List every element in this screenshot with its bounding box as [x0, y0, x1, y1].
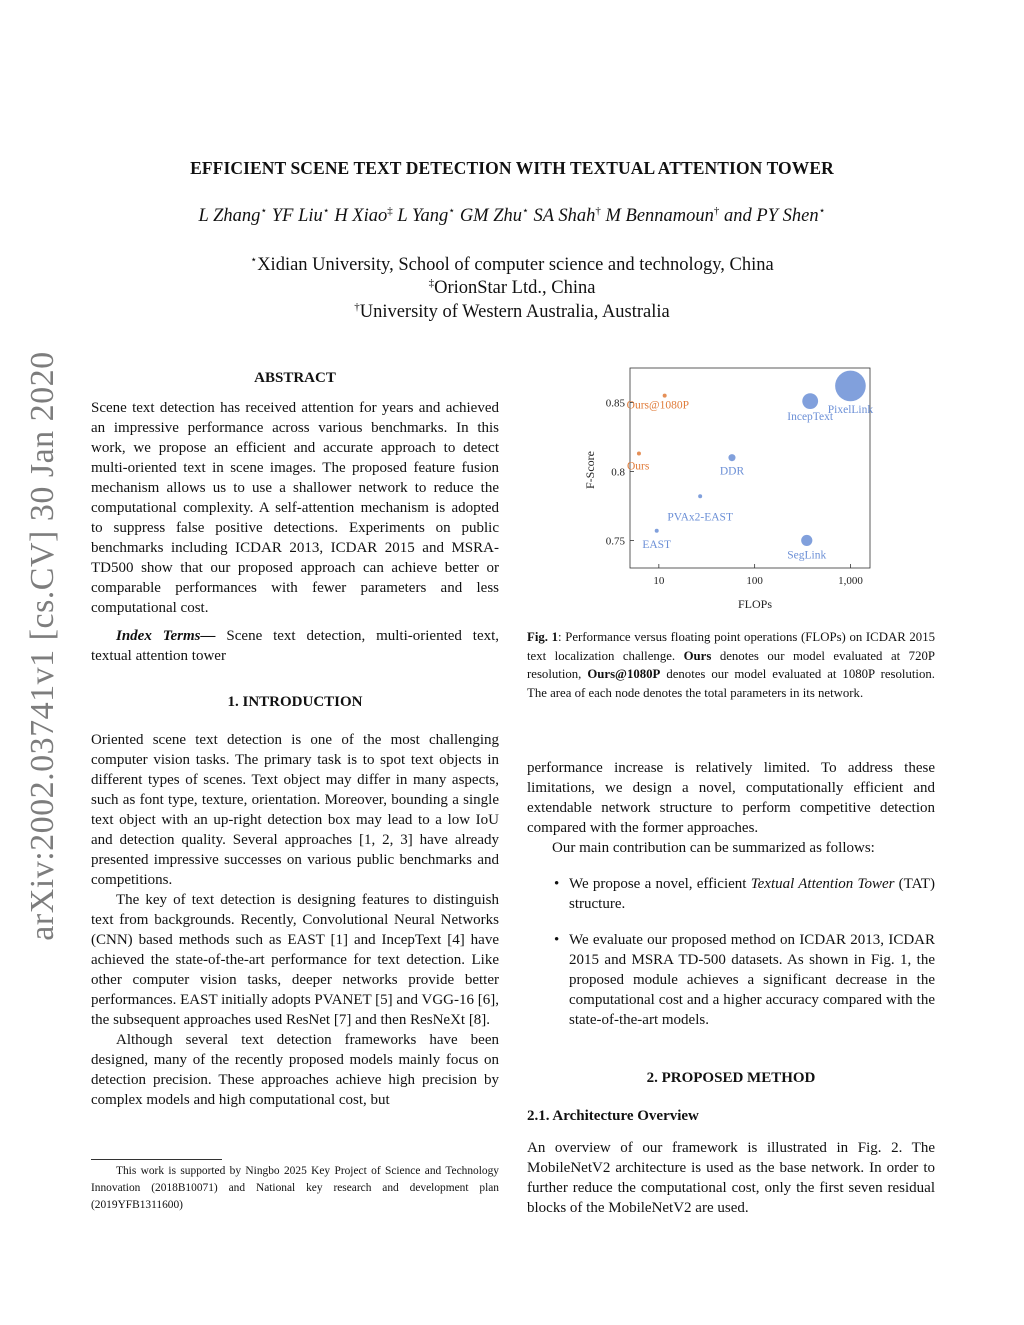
point-ours-1080p	[663, 394, 667, 398]
author-mark: †	[595, 204, 601, 217]
index-terms-label: Index Terms—	[116, 628, 216, 644]
y-axis-label: F-Score	[583, 451, 597, 489]
label-inceptext: IncepText	[787, 411, 834, 424]
author: H Xiao	[334, 206, 388, 226]
x-axis-label: FLOPs	[737, 597, 773, 611]
author-mark: ⋆	[322, 204, 330, 217]
author: M Bennamoun	[605, 206, 714, 226]
caption-part: denotes our model evaluated at 720P resolution,	[527, 648, 935, 681]
intro-paragraph: Although several text detection frameworks have been designed, many of the recently proposed models mainly focus on detection precision. These approaches achieve high precision by complex models and high computational cost, but	[91, 1032, 499, 1108]
point-inceptext	[802, 393, 818, 409]
arxiv-identifier: arXiv:2002.03741v1 [cs.CV] 30 Jan 2020	[24, 351, 61, 941]
contribution-list	[527, 874, 935, 1030]
label-ours-1080p: Ours@1080P	[626, 399, 690, 412]
author: GM Zhu	[459, 206, 522, 226]
affiliation-mark: ‡	[428, 276, 435, 289]
method-heading: 2. PROPOSED METHOD	[646, 1070, 816, 1086]
body-paragraph: performance increase is relatively limited. To address these limitations, we design a novel, computationally efficient and extendable network structure to perform competitive detection compared with the former approaches.	[527, 760, 935, 836]
intro-paragraph: The key of text detection is designing features to distinguish text from backgrounds. Recently, Convolutional Neural Networks (CNN) based methods such as EAST [1] and IncepText [4] have achieved the state-of-the-art performance for text detection. Like other computer vision tasks, deeper networks provide better performances. EAST initially adopts PVANET [5] and VGG-16 [6], the subsequent approaches used ResNet [7] and then ResNeXt [8].	[91, 892, 499, 1028]
author: L Yang	[397, 206, 449, 226]
y-tick-label: 0.8	[611, 466, 625, 479]
footnote: This work is supported by Ningbo 2025 Key Project of Science and Technology Innovation (2018B10071) and National key research and development plan (2019YFB1311600)	[91, 1165, 499, 1211]
label-seglink: SegLink	[787, 549, 827, 562]
left-column	[91, 368, 499, 1110]
x-tick-label: 10	[653, 575, 665, 587]
y-tick-label: 0.75	[605, 535, 625, 548]
author-mark: ‡	[387, 204, 393, 217]
author: L Zhang	[198, 206, 261, 226]
label-east: EAST	[642, 538, 672, 551]
label-ours: Ours	[626, 460, 650, 473]
subsection-heading: 2.1. Architecture Overview	[527, 1108, 699, 1124]
label-pvax2-east: PVAx2-EAST	[667, 511, 733, 524]
affiliation-mark: †	[354, 300, 360, 313]
contribution-text: We propose a novel, efficient	[569, 876, 751, 892]
x-tick-label: 100	[746, 575, 763, 587]
affiliation-text: OrionStar Ltd., China	[434, 278, 596, 298]
author: YF Liu	[271, 206, 323, 226]
point-seglink	[801, 535, 812, 546]
author-mark: ⋆	[448, 204, 456, 217]
affiliation-text: University of Western Australia, Australia	[359, 302, 670, 322]
abstract-text: Scene text detection has received attention for years and achieved an impressive performance across various benchmarks. In this work, we propose an efficient and accurate approach to detect multi-oriented text in scene images. The proposed feature fusion mechanism allows us to use a shallower network to reduce the computational complexity. A self-attention mechanism is adopted to suppress false positive detections. Experiments on public benchmarks including ICDAR 2013, ICDAR 2015 and MSRA-TD500 show that our proposed approach can achieve better or comparable performances with fewer parameters and less computational cost.	[91, 400, 499, 616]
point-pvax2-east	[698, 494, 702, 498]
author-mark: ⋆	[522, 204, 529, 217]
x-tick-label: 1,000	[838, 575, 863, 587]
caption-part-bold: Ours	[683, 648, 712, 663]
author-list	[0, 206, 1024, 227]
footnote-rule	[91, 1159, 222, 1160]
affiliation	[0, 302, 1024, 323]
contribution-item	[527, 874, 935, 914]
author-and: and	[724, 206, 752, 226]
body-paragraph: An overview of our framework is illustrated in Fig. 2. The MobileNetV2 architecture is used as the base network. In order to further reduce the computational cost, only the first seven residual blocks of the MobileNetV2 are used.	[527, 1140, 935, 1216]
point-ours	[637, 452, 641, 456]
label-pixellink: PixelLink	[827, 403, 874, 416]
caption-part: denotes our model evaluated at 1080P resolution. The area of each node denotes the total parameters in its network.	[527, 667, 935, 700]
label-ddr: DDR	[719, 465, 745, 478]
point-east	[655, 529, 659, 533]
figure-caption	[527, 628, 935, 702]
point-ddr	[728, 454, 735, 461]
figure-1-chart	[570, 360, 890, 620]
affiliation-text: Xidian University, School of computer science and technology, China	[257, 255, 774, 275]
affiliation	[0, 278, 1024, 299]
figure-caption-label: Fig. 1	[527, 630, 559, 644]
author-mark: †	[713, 204, 720, 217]
affiliation	[0, 255, 1024, 276]
caption-part-bold: Ours@1080P	[587, 667, 661, 681]
bullet: •	[554, 932, 560, 948]
abstract-heading: ABSTRACT	[254, 370, 336, 386]
intro-paragraph: Oriented scene text detection is one of the most challenging computer vision tasks. The primary task is to spot text objects in different types of scenes. Text object may differ in many aspects, such as font type, texture, orientation. Moreover, bounding a single text object with an up-right detection box may lead to a low IoU and detection quality. Several approaches [1, 2, 3] have already presented impressive successes on various public benchmarks and competitions.	[91, 732, 499, 888]
contribution-item	[527, 930, 935, 1030]
point-pixellink	[835, 371, 866, 402]
right-column	[527, 758, 935, 1218]
bullet: •	[554, 876, 560, 892]
body-paragraph: Our main contribution can be summarized as follows:	[552, 840, 875, 856]
affiliation-mark: ⋆	[250, 253, 258, 266]
paper-title: EFFICIENT SCENE TEXT DETECTION WITH TEXTUAL ATTENTION TOWER	[190, 158, 834, 178]
caption-part: : Performance versus floating point operations (FLOPs) on ICDAR 2015 text localization challenge.	[527, 630, 935, 663]
author-mark: ⋆	[818, 204, 826, 217]
index-terms	[91, 626, 499, 666]
intro-heading: 1. INTRODUCTION	[227, 694, 363, 710]
y-tick-label: 0.85	[605, 397, 625, 410]
author-mark: ⋆	[260, 204, 268, 217]
contribution-text: (TAT) structure.	[569, 876, 935, 912]
author: SA Shah	[533, 206, 596, 226]
contribution-text: We evaluate our proposed method on ICDAR 2013, ICDAR 2015 and MSRA TD-500 datasets. As shown in Fig. 1, the proposed module achieves a significant decrease in the computational cost and a higher accuracy compared with the state-of-the-art models.	[569, 932, 935, 1028]
index-terms-text: Scene text detection, multi-oriented text, textual attention tower	[91, 628, 500, 664]
author: PY Shen	[756, 206, 819, 226]
contribution-emphasis: Textual Attention Tower	[750, 876, 895, 892]
